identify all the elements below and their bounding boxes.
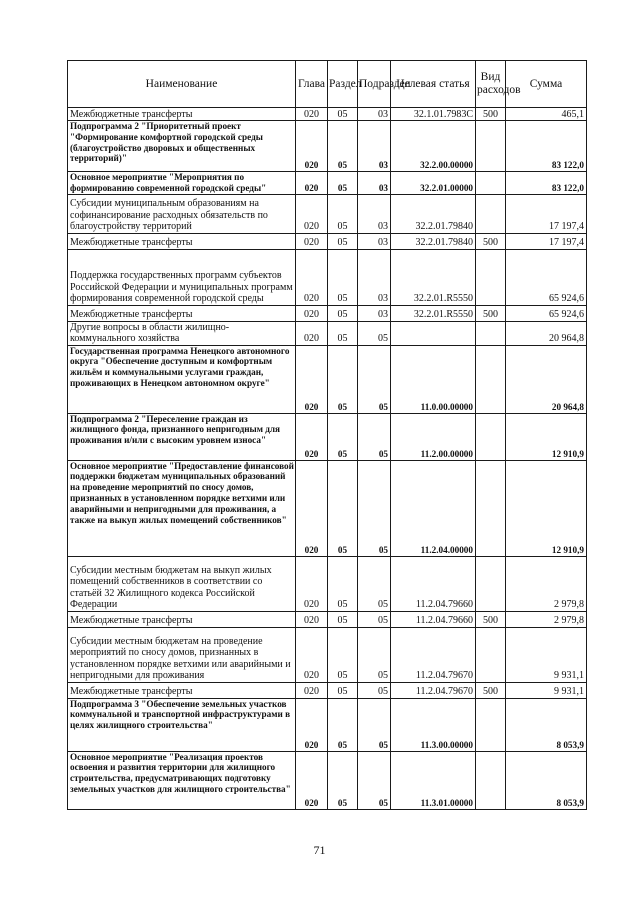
- cell-glava: 020: [296, 413, 328, 460]
- table-row: [68, 751, 587, 809]
- cell-target-article: 11.2.04.79670: [391, 682, 476, 698]
- table-row: [68, 194, 587, 233]
- cell-glava: 020: [296, 121, 328, 172]
- cell-glava: 020: [296, 556, 328, 611]
- cell-expense-type: [476, 194, 506, 233]
- cell-podrazdel: 03: [358, 108, 391, 121]
- cell-podrazdel: 05: [358, 611, 391, 627]
- cell-expense-type: 500: [476, 305, 506, 321]
- table-row: [68, 345, 587, 413]
- cell-razdel: 05: [328, 249, 358, 305]
- cell-podrazdel: 05: [358, 556, 391, 611]
- table-row: [68, 611, 587, 627]
- cell-podrazdel: 05: [358, 345, 391, 413]
- cell-expense-type: [476, 321, 506, 345]
- table-row: [68, 413, 587, 460]
- cell-razdel: 05: [328, 611, 358, 627]
- header-podrazdel: Подраздел: [358, 61, 391, 108]
- header-name: Наименование: [68, 61, 296, 108]
- cell-glava: 020: [296, 682, 328, 698]
- cell-name: Основное мероприятие "Мероприятия по формированию современной городской среды": [68, 172, 296, 195]
- cell-sum: 2 979,8: [506, 556, 587, 611]
- cell-target-article: 11.3.00.00000: [391, 698, 476, 751]
- cell-glava: 020: [296, 172, 328, 195]
- cell-expense-type: 500: [476, 108, 506, 121]
- cell-glava: 020: [296, 460, 328, 556]
- cell-sum: 9 931,1: [506, 682, 587, 698]
- cell-sum: 83 122,0: [506, 172, 587, 195]
- cell-podrazdel: 05: [358, 751, 391, 809]
- cell-name: Субсидии местным бюджетам на проведение мероприятий по сносу домов, признанных в установленном порядке ветхими или аварийными и непригодными для проживания: [68, 627, 296, 682]
- cell-name: Межбюджетные трансферты: [68, 305, 296, 321]
- cell-expense-type: [476, 751, 506, 809]
- cell-name: Подпрограмма 3 "Обеспечение земельных участков коммунальной и транспортной инфраструктурами в целях жилищного строительства": [68, 698, 296, 751]
- table-row: [68, 682, 587, 698]
- cell-sum: 2 979,8: [506, 611, 587, 627]
- cell-podrazdel: 03: [358, 172, 391, 195]
- cell-podrazdel: 03: [358, 249, 391, 305]
- cell-expense-type: [476, 121, 506, 172]
- cell-expense-type: [476, 172, 506, 195]
- cell-name: Поддержка государственных программ субъектов Российской Федерации и муниципальных программ формирования современной городской среды: [68, 249, 296, 305]
- cell-expense-type: [476, 627, 506, 682]
- cell-target-article: 11.3.01.00000: [391, 751, 476, 809]
- cell-name: Субсидии местным бюджетам на выкуп жилых помещений собственников в соответствии со статьёй 32 Жилищного кодекса Российской Федерации: [68, 556, 296, 611]
- cell-glava: 020: [296, 108, 328, 121]
- cell-target-article: 11.2.04.79670: [391, 627, 476, 682]
- cell-sum: 65 924,6: [506, 305, 587, 321]
- cell-sum: 17 197,4: [506, 194, 587, 233]
- cell-glava: 020: [296, 345, 328, 413]
- cell-name: Межбюджетные трансферты: [68, 611, 296, 627]
- table-row: [68, 556, 587, 611]
- cell-glava: 020: [296, 249, 328, 305]
- table-header-row: [68, 61, 587, 108]
- table-row: [68, 108, 587, 121]
- cell-glava: 020: [296, 305, 328, 321]
- table-row: [68, 121, 587, 172]
- cell-podrazdel: 05: [358, 627, 391, 682]
- cell-glava: 020: [296, 627, 328, 682]
- cell-sum: 83 122,0: [506, 121, 587, 172]
- cell-sum: 20 964,8: [506, 321, 587, 345]
- cell-expense-type: [476, 345, 506, 413]
- table-row: [68, 460, 587, 556]
- cell-target-article: 32.2.01.79840: [391, 194, 476, 233]
- cell-razdel: 05: [328, 751, 358, 809]
- cell-podrazdel: 05: [358, 460, 391, 556]
- cell-name: Подпрограмма 2 "Переселение граждан из жилищного фонда, признанного непригодным для проживания и/или с высоким уровнем износа": [68, 413, 296, 460]
- cell-sum: 9 931,1: [506, 627, 587, 682]
- cell-expense-type: [476, 556, 506, 611]
- table-row: [68, 321, 587, 345]
- cell-sum: 20 964,8: [506, 345, 587, 413]
- cell-razdel: 05: [328, 321, 358, 345]
- cell-razdel: 05: [328, 460, 358, 556]
- cell-glava: 020: [296, 611, 328, 627]
- cell-sum: 8 053,9: [506, 698, 587, 751]
- table-row: [68, 305, 587, 321]
- cell-podrazdel: 05: [358, 321, 391, 345]
- cell-razdel: 05: [328, 682, 358, 698]
- cell-razdel: 05: [328, 413, 358, 460]
- cell-target-article: 32.2.01.R5550: [391, 249, 476, 305]
- cell-name: Межбюджетные трансферты: [68, 682, 296, 698]
- cell-podrazdel: 05: [358, 682, 391, 698]
- cell-sum: 8 053,9: [506, 751, 587, 809]
- cell-expense-type: [476, 413, 506, 460]
- cell-glava: 020: [296, 751, 328, 809]
- cell-name: Субсидии муниципальным образованиям на софинансирование расходных обязательств по благоустройству территорий: [68, 194, 296, 233]
- cell-glava: 020: [296, 321, 328, 345]
- cell-target-article: 11.2.04.79660: [391, 556, 476, 611]
- cell-name: Подпрограмма 2 "Приоритетный проект "Формирование комфортной городской среды (благоустройство дворовых и общественных территорий)": [68, 121, 296, 172]
- cell-name: Другие вопросы в области жилищно-коммунального хозяйства: [68, 321, 296, 345]
- header-expense-type: Вид расходов: [476, 61, 506, 108]
- cell-podrazdel: 03: [358, 233, 391, 249]
- cell-name: Основное мероприятие "Реализация проектов освоения и развития территории для жилищного строительства, предусматривающих подготовку земельных участков для жилищного строительства": [68, 751, 296, 809]
- cell-razdel: 05: [328, 556, 358, 611]
- header-target-article: Целевая статья: [391, 61, 476, 108]
- cell-target-article: 32.2.01.79840: [391, 233, 476, 249]
- cell-expense-type: 500: [476, 233, 506, 249]
- cell-razdel: 05: [328, 345, 358, 413]
- cell-razdel: 05: [328, 194, 358, 233]
- cell-razdel: 05: [328, 121, 358, 172]
- cell-target-article: 11.2.00.00000: [391, 413, 476, 460]
- cell-target-article: [391, 321, 476, 345]
- header-sum: Сумма: [506, 61, 587, 108]
- cell-razdel: 05: [328, 305, 358, 321]
- cell-razdel: 05: [328, 108, 358, 121]
- cell-podrazdel: 05: [358, 698, 391, 751]
- cell-target-article: 11.2.04.79660: [391, 611, 476, 627]
- cell-name: Межбюджетные трансферты: [68, 108, 296, 121]
- cell-expense-type: 500: [476, 611, 506, 627]
- cell-razdel: 05: [328, 627, 358, 682]
- cell-podrazdel: 05: [358, 413, 391, 460]
- cell-target-article: 11.0.00.00000: [391, 345, 476, 413]
- cell-podrazdel: 03: [358, 121, 391, 172]
- cell-sum: 17 197,4: [506, 233, 587, 249]
- cell-sum: 12 910,9: [506, 460, 587, 556]
- cell-target-article: 32.2.01.R5550: [391, 305, 476, 321]
- cell-target-article: 11.2.04.00000: [391, 460, 476, 556]
- table-row: [68, 172, 587, 195]
- table-row: [68, 627, 587, 682]
- page-number: 71: [313, 843, 326, 857]
- cell-glava: 020: [296, 194, 328, 233]
- cell-expense-type: [476, 460, 506, 556]
- cell-target-article: 32.1.01.7983C: [391, 108, 476, 121]
- cell-sum: 465,1: [506, 108, 587, 121]
- table-row: [68, 698, 587, 751]
- table-row: [68, 249, 587, 305]
- cell-expense-type: 500: [476, 682, 506, 698]
- cell-sum: 65 924,6: [506, 249, 587, 305]
- cell-name: Межбюджетные трансферты: [68, 233, 296, 249]
- cell-expense-type: [476, 698, 506, 751]
- cell-glava: 020: [296, 698, 328, 751]
- header-razdel: Раздел: [328, 61, 358, 108]
- cell-expense-type: [476, 249, 506, 305]
- cell-razdel: 05: [328, 233, 358, 249]
- cell-target-article: 32.2.01.00000: [391, 172, 476, 195]
- cell-podrazdel: 03: [358, 194, 391, 233]
- table-row: [68, 233, 587, 249]
- cell-name: Основное мероприятие "Предоставление финансовой поддержки бюджетам муниципальных образований на проведение мероприятий по сносу домов, признанных в установленном порядке ветхими или аварийными и непригодными для проживания, а также на выкуп жилых помещений собственников": [68, 460, 296, 556]
- cell-glava: 020: [296, 233, 328, 249]
- header-glava: Глава: [296, 61, 328, 108]
- cell-razdel: 05: [328, 172, 358, 195]
- cell-podrazdel: 03: [358, 305, 391, 321]
- cell-target-article: 32.2.00.00000: [391, 121, 476, 172]
- budget-table: [67, 60, 587, 810]
- cell-sum: 12 910,9: [506, 413, 587, 460]
- cell-razdel: 05: [328, 698, 358, 751]
- cell-name: Государственная программа Ненецкого автономного округа "Обеспечение доступным и комфортным жильём и коммунальными услугами граждан, проживающих в Ненецком автономном округе": [68, 345, 296, 413]
